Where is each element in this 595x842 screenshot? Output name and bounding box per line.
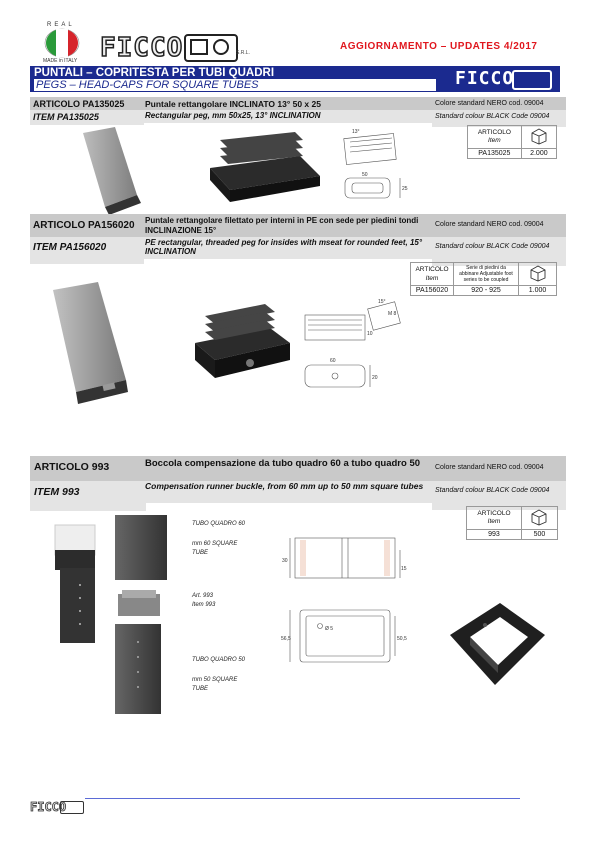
box-icon bbox=[529, 508, 549, 526]
section1-articolo: ARTICOLO PA135025 bbox=[30, 97, 144, 113]
section1-colour-en: Standard colour BLACK Code 09004 bbox=[432, 110, 566, 127]
section3-parts-exploded-photo bbox=[110, 512, 170, 717]
brand-real-text: REAL bbox=[47, 22, 75, 28]
table-head-item: Item bbox=[425, 275, 439, 282]
section3-packing-table bbox=[466, 506, 558, 540]
section3-tube-assembly-photo bbox=[50, 520, 110, 645]
section3-header-row bbox=[30, 456, 560, 481]
section2-series: 920 - 925 bbox=[454, 286, 519, 296]
section1-code: PA135025 bbox=[468, 149, 522, 159]
section1-peg-render bbox=[205, 128, 325, 208]
section1-technical-drawing bbox=[340, 128, 435, 208]
label-tube-50: TUBO QUADRO 50 bbox=[192, 657, 246, 663]
box-icon bbox=[529, 127, 549, 145]
dim-height: 25 bbox=[402, 186, 408, 192]
section2-peg-render bbox=[190, 298, 300, 388]
section3-bush-render bbox=[440, 595, 550, 695]
section2-articolo: ARTICOLO PA156020 bbox=[30, 214, 144, 244]
section3-item-row bbox=[30, 481, 560, 502]
dim-outer: 56,5 bbox=[281, 636, 291, 642]
label-art-993: Art. 993 bbox=[192, 593, 214, 599]
section1-item-row bbox=[30, 110, 560, 122]
section2-header-row bbox=[30, 214, 560, 237]
band-logo-glyph-icon bbox=[512, 70, 552, 90]
table-head-item: Item bbox=[488, 137, 501, 144]
section3-colour-en: Standard colour BLACK Code 09004 bbox=[432, 481, 566, 510]
section1-colour-it: Colore standard NERO cod. 09004 bbox=[432, 97, 566, 115]
section3-technical-drawing bbox=[280, 530, 410, 670]
box-icon bbox=[528, 264, 548, 282]
label-item-993: Item 993 bbox=[192, 602, 216, 608]
dim-hole: Ø 5 bbox=[325, 626, 334, 632]
update-label: AGGIORNAMENTO – UPDATES 4/2017 bbox=[340, 41, 538, 52]
title-english: PEGS – HEAD-CAPS FOR SQUARE TUBES bbox=[34, 79, 436, 91]
italian-flag-logo bbox=[43, 28, 81, 58]
section1-qty: 2.000 bbox=[521, 149, 556, 159]
dim-inner: 50,5 bbox=[397, 636, 407, 642]
section2-technical-drawing bbox=[300, 295, 410, 395]
table-head-item: Item bbox=[487, 518, 501, 525]
section3-desc-en: Compensation runner buckle, from 60 mm up to 50 mm square tubes bbox=[142, 481, 434, 503]
band-logo bbox=[450, 67, 556, 91]
dim-width: 20 bbox=[372, 375, 378, 381]
dim-length: 60 bbox=[330, 358, 336, 364]
dim-angle: 15° bbox=[378, 299, 386, 305]
section2-code: PA156020 bbox=[411, 286, 454, 296]
label-tube-60-en2: TUBE bbox=[192, 550, 209, 556]
brand-logo-text: FICCO bbox=[100, 33, 184, 63]
table-head-articolo: ARTICOLO bbox=[477, 129, 511, 136]
section2-item: ITEM PA156020 bbox=[30, 237, 144, 264]
table-head-articolo: ARTICOLO bbox=[477, 510, 511, 517]
label-tube-60-en: mm 60 SQUARE bbox=[192, 541, 238, 547]
section3-qty: 500 bbox=[521, 530, 557, 540]
dim-width: 50 bbox=[362, 172, 368, 178]
box-icon-cell bbox=[521, 507, 557, 530]
brand-suffix: S.R.L. bbox=[236, 50, 250, 56]
label-tube-50-en2: TUBE bbox=[192, 686, 209, 692]
band-logo-text: FICCO bbox=[455, 68, 515, 89]
section3-desc-it: Boccola compensazione da tubo quadro 60 a tubo quadro 50 bbox=[142, 456, 434, 484]
section1-packing-table bbox=[467, 125, 557, 159]
section2-qty: 1.000 bbox=[519, 286, 557, 296]
section2-desc-it: Puntale rettangolare filettato per interni in PE con sede per piedini tondi INCLINAZIONE 15° bbox=[142, 214, 434, 240]
section2-packing-table bbox=[410, 262, 557, 296]
section1-peg-photo bbox=[75, 125, 155, 215]
footer-logo-text: FICCO bbox=[30, 800, 67, 814]
section1-header-row bbox=[30, 97, 560, 110]
logo-glyph-icon bbox=[186, 36, 236, 60]
dim-depth: 10 bbox=[367, 331, 373, 337]
dim-height: 30 bbox=[282, 558, 288, 564]
section2-series-head: Serie di piedini da abbinare Adjustable foot series to be coupled bbox=[454, 263, 519, 286]
footer-divider bbox=[85, 798, 520, 799]
dim-inner-depth: 15 bbox=[401, 566, 407, 572]
section1-desc-en: Rectangular peg, mm 50x25, 13° INCLINATION bbox=[142, 110, 434, 123]
section2-desc-en: PE rectangular, threaded peg for insides with mseat for rounded feet, 15° INCLINATION bbox=[142, 237, 434, 259]
dim-angle: 13° bbox=[352, 129, 360, 135]
section1-desc-it: Puntale rettangolare INCLINATO 13° 50 x 25 bbox=[142, 97, 434, 113]
section3-item: ITEM 993 bbox=[30, 481, 146, 511]
section2-item-row bbox=[30, 237, 560, 258]
section1-item: ITEM PA135025 bbox=[30, 110, 144, 125]
section3-code: 993 bbox=[467, 530, 522, 540]
section2-colour-en: Standard colour BLACK Code 09004 bbox=[432, 237, 566, 266]
label-tube-60: TUBO QUADRO 60 bbox=[192, 521, 246, 527]
made-in-italy-text: MADE in ITALY bbox=[43, 58, 78, 64]
section3-articolo: ARTICOLO 993 bbox=[30, 456, 146, 490]
title-italian: PUNTALI – COPRITESTA PER TUBI QUADRI bbox=[34, 67, 275, 79]
brand-logo-box bbox=[184, 34, 238, 62]
label-tube-50-en: mm 50 SQUARE bbox=[192, 677, 238, 683]
table-head-articolo: ARTICOLO bbox=[415, 266, 449, 273]
box-icon-cell bbox=[521, 126, 556, 149]
dim-thread: M 8 bbox=[388, 311, 397, 317]
section3-colour-it: Colore standard NERO cod. 09004 bbox=[432, 456, 566, 491]
footer-logo-glyph-icon bbox=[60, 801, 84, 814]
section2-peg-photo bbox=[48, 280, 143, 410]
box-icon-cell bbox=[519, 263, 557, 286]
section2-colour-it: Colore standard NERO cod. 09004 bbox=[432, 214, 566, 246]
